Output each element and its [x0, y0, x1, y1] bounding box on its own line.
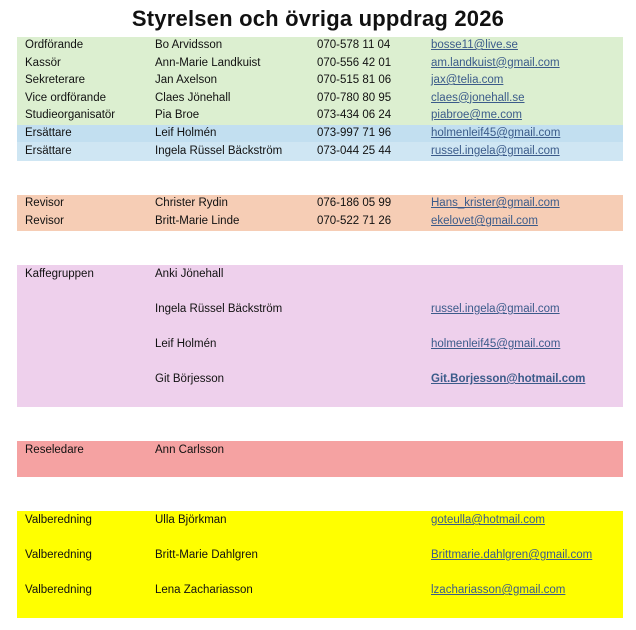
phone-number: 070-556 42 01: [317, 56, 392, 69]
valberedning-row: [17, 547, 623, 564]
email-link[interactable]: russel.ingela@gmail.com: [431, 303, 560, 315]
phone-number: 070-515 81 06: [317, 74, 392, 86]
role-label: Studieorganisatör: [25, 109, 116, 121]
person-name: Ingela Rüssel Bäckström: [155, 145, 283, 157]
board-row: [17, 55, 623, 72]
board-block: [17, 37, 623, 126]
phone-number: 073-434 06 24: [317, 109, 392, 121]
person-name: Claes Jönehall: [155, 91, 231, 104]
phone-number: 070-522 71 26: [317, 215, 392, 227]
role-label: Vice ordförande: [25, 91, 106, 104]
email-link[interactable]: claes@jonehall.se: [431, 91, 525, 104]
board-row: [17, 107, 623, 124]
email-link[interactable]: holmenleif45@gmail.com: [431, 338, 561, 350]
phone-number: 070-780 80 95: [317, 91, 392, 104]
role-label: Ersättare: [25, 145, 72, 157]
valberedning-row: [17, 512, 623, 529]
person-name: Ingela Rüssel Bäckström: [155, 303, 283, 315]
page-title: Styrelsen och övriga uppdrag 2026: [131, 6, 505, 31]
revisor-block: [17, 195, 623, 231]
ersattare-row: [17, 143, 623, 160]
kaffe-row: [17, 371, 623, 388]
person-name: Lena Zachariasson: [155, 584, 253, 596]
email-link[interactable]: holmenleif45@gmail.com: [431, 127, 561, 139]
email-link[interactable]: Hans_krister@gmail.com: [431, 197, 560, 209]
ersattare-block: [17, 125, 623, 161]
role-label: Valberedning: [25, 584, 92, 596]
role-label: Valberedning: [25, 514, 92, 526]
role-label: Valberedning: [25, 549, 92, 561]
rese-row: [17, 442, 623, 459]
role-label: Kaffegruppen: [25, 268, 94, 280]
role-label: Ersättare: [25, 127, 72, 139]
board-row: [17, 72, 623, 89]
phone-number: 076-186 05 99: [317, 197, 392, 209]
phone-number: 073-997 71 96: [317, 127, 392, 139]
email-link[interactable]: am.landkuist@gmail.com: [431, 56, 560, 69]
rese-block: [17, 441, 623, 477]
email-link[interactable]: jax@telia.com: [431, 74, 504, 86]
person-name: Jan Axelson: [155, 74, 218, 86]
person-name: Britt-Marie Dahlgren: [155, 549, 258, 561]
kaffe-row: [17, 266, 623, 283]
email-link[interactable]: Brittmarie.dahlgren@gmail.com: [431, 549, 593, 561]
person-name: Anki Jönehall: [155, 268, 224, 280]
role-label: Sekreterare: [25, 74, 86, 86]
person-name: Ann Carlsson: [155, 444, 225, 456]
ersattare-row: [17, 125, 623, 142]
person-name: Pia Broe: [155, 109, 200, 121]
person-name: Leif Holmén: [155, 338, 217, 350]
email-link[interactable]: Git.Borjesson@hotmail.com: [431, 373, 586, 385]
person-name: Ulla Björkman: [155, 514, 227, 526]
role-label: Revisor: [25, 215, 64, 227]
kaffe-block: [17, 265, 623, 407]
email-link[interactable]: russel.ingela@gmail.com: [431, 145, 560, 157]
email-link[interactable]: piabroe@me.com: [431, 109, 522, 121]
email-link[interactable]: bosse11@live.se: [431, 39, 518, 51]
person-name: Git Börjesson: [155, 373, 225, 385]
valberedning-row: [17, 582, 623, 599]
kaffe-row: [17, 301, 623, 318]
revisor-row: [17, 195, 623, 212]
person-name: Bo Arvidsson: [155, 39, 223, 51]
valberedning-block: [17, 511, 623, 618]
role-label: Reseledare: [25, 444, 84, 456]
person-name: Ann-Marie Landkuist: [155, 56, 261, 69]
kaffe-row: [17, 336, 623, 353]
person-name: Leif Holmén: [155, 127, 217, 139]
board-row: [17, 37, 623, 54]
email-link[interactable]: goteulla@hotmail.com: [431, 514, 545, 526]
role-label: Kassör: [25, 56, 61, 69]
phone-number: 073-044 25 44: [317, 145, 392, 157]
email-link[interactable]: lzachariasson@gmail.com: [431, 584, 566, 596]
email-link[interactable]: ekelovet@gmail.com: [431, 215, 538, 227]
revisor-row: [17, 213, 623, 230]
board-row: [17, 90, 623, 107]
role-label: Revisor: [25, 197, 64, 209]
person-name: Britt-Marie Linde: [155, 215, 240, 227]
phone-number: 070-578 11 04: [317, 39, 391, 51]
role-label: Ordförande: [25, 39, 84, 51]
person-name: Christer Rydin: [155, 197, 228, 209]
